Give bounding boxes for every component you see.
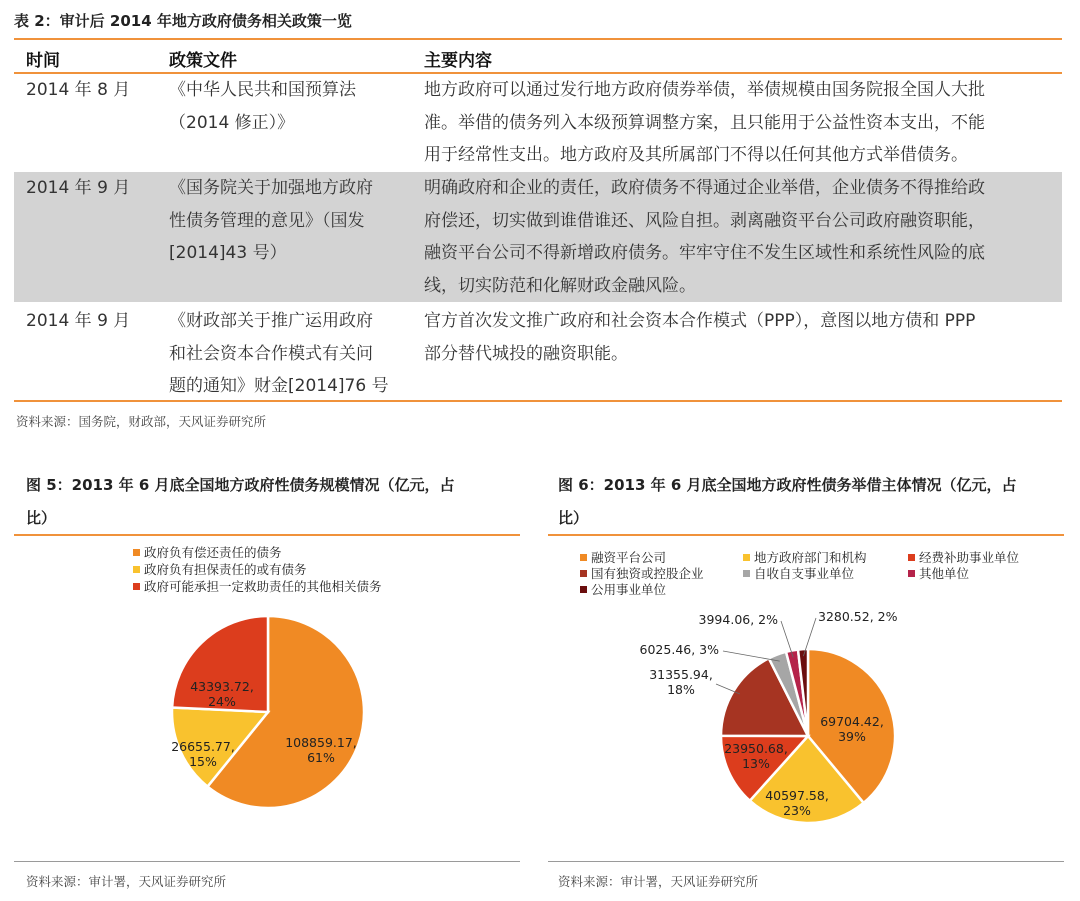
fig6-legend-item <box>908 564 969 582</box>
table-row <box>14 74 1062 172</box>
slice-label: 31355.94, 18% <box>649 667 713 697</box>
content-line: 线，切实防范和化解财政金融风险。 <box>424 275 696 296</box>
content-line: 府偿还，切实做到谁借谁还、风险自担。剥离融资平台公司政府融资职能， <box>424 210 985 231</box>
legend-label: 公用事业单位 <box>591 582 667 597</box>
legend-label: 政府可能承担一定救助责任的其他相关债务 <box>144 579 382 594</box>
document-line: 《国务院关于加强地方政府 <box>169 178 373 198</box>
legend-swatch <box>743 570 750 577</box>
slice-label: 108859.17, 61% <box>285 735 357 765</box>
fig6-bottom-rule <box>548 861 1064 862</box>
document-line: 题的通知》财金[2014]76 号 <box>169 376 389 396</box>
header-content: 主要内容 <box>424 51 492 71</box>
slice-label: 26655.77, 15% <box>171 739 235 769</box>
fig5-pie-chart <box>0 560 540 860</box>
document-line: 《中华人民共和国预算法 <box>169 80 356 100</box>
fig6-top-rule <box>548 534 1064 536</box>
row-document <box>169 305 405 403</box>
fig5-legend-item <box>133 543 282 561</box>
content-line: 地方政府可以通过发行地方政府债券举债，举债规模由国务院报全国人大批 <box>424 80 985 100</box>
document-line: 《财政部关于推广运用政府 <box>169 311 373 331</box>
fig6-source-note: 资料来源：审计署，天风证券研究所 <box>558 874 759 889</box>
table-top-rule <box>14 38 1062 40</box>
slice-label: 23950.68, 13% <box>724 741 788 771</box>
document-line: （2014 修正）》 <box>169 112 295 133</box>
fig6-legend-item <box>743 564 854 582</box>
header-date: 时间 <box>26 51 60 71</box>
fig5-bottom-rule <box>14 861 520 862</box>
legend-label: 其他单位 <box>919 566 970 581</box>
slice-label: 6025.46, 3% <box>639 642 719 657</box>
fig5-source-note: 资料来源：审计署，天风证券研究所 <box>26 874 227 889</box>
fig5-title-line: 比） <box>26 509 57 527</box>
fig5-top-rule <box>14 534 520 536</box>
document-line: 性债务管理的意见》（国发 <box>169 210 365 231</box>
content-line: 部分替代城投的融资职能。 <box>424 343 628 364</box>
fig6-title <box>558 469 1017 535</box>
legend-swatch <box>908 554 915 561</box>
content-line: 官方首次发文推广政府和社会资本合作模式（PPP），意图以地方债和 PPP <box>424 311 976 331</box>
content-line: 明确政府和企业的责任，政府债务不得通过企业举借，企业债务不得推给政 <box>424 178 985 198</box>
slice-label: 3994.06, 2% <box>698 612 778 627</box>
content-line: 用于经常性支出。地方政府及其所属部门不得以任何其他方式举借债务。 <box>424 145 968 165</box>
row-document <box>169 74 405 139</box>
fig5-title <box>26 469 455 535</box>
legend-label: 地方政府部门和机构 <box>754 550 867 565</box>
slice-label: 3280.52, 2% <box>818 609 898 624</box>
header-document: 政策文件 <box>169 51 237 71</box>
table-row <box>14 172 1062 302</box>
legend-swatch <box>743 554 750 561</box>
row-content <box>424 305 1054 370</box>
slice-label: 69704.42, 39% <box>820 714 884 744</box>
row-content <box>424 74 1054 172</box>
table-row <box>14 303 1062 400</box>
row-document <box>169 172 405 270</box>
table-bottom-rule <box>14 400 1062 402</box>
fig6-legend-item <box>580 580 666 598</box>
legend-swatch <box>133 549 140 556</box>
legend-label: 国有独资或控股企业 <box>591 566 704 581</box>
document-line: 和社会资本合作模式有关问 <box>169 343 373 364</box>
fig5-title-line: 图 5：2013 年 6 月底全国地方政府性债务规模情况（亿元，占 <box>26 476 455 494</box>
legend-swatch <box>580 586 587 593</box>
document-line: [2014]43 号） <box>169 243 287 263</box>
slice-label: 43393.72, 24% <box>190 679 254 709</box>
fig6-title-line: 图 6：2013 年 6 月底全国地方政府性债务举借主体情况（亿元，占 <box>558 476 1017 494</box>
legend-swatch <box>908 570 915 577</box>
table-source-note: 资料来源：国务院，财政部，天风证券研究所 <box>16 414 267 429</box>
row-date: 2014 年 8 月 <box>26 80 131 100</box>
row-date: 2014 年 9 月 <box>26 178 131 198</box>
fig6-title-line: 比） <box>558 509 589 527</box>
legend-label: 经费补助事业单位 <box>919 550 1020 565</box>
legend-label: 自收自支事业单位 <box>754 566 855 581</box>
legend-label: 政府负有担保责任的或有债务 <box>144 562 307 577</box>
legend-swatch <box>580 554 587 561</box>
legend-label: 融资平台公司 <box>591 550 667 565</box>
content-line: 准。举借的债务列入本级预算调整方案，且只能用于公益性资本支出，不能 <box>424 112 985 133</box>
row-content <box>424 172 1054 302</box>
row-date: 2014 年 9 月 <box>26 311 131 331</box>
legend-swatch <box>580 570 587 577</box>
fig6-pie-chart <box>540 600 1080 860</box>
slice-label: 40597.58, 23% <box>765 788 829 818</box>
legend-label: 政府负有偿还责任的债务 <box>144 545 282 560</box>
table-title: 表 2：审计后 2014 年地方政府债务相关政策一览 <box>14 12 352 30</box>
fig6-legend <box>580 548 1070 600</box>
content-line: 融资平台公司不得新增政府债务。牢牢守住不发生区域性和系统性风险的底 <box>424 243 985 263</box>
